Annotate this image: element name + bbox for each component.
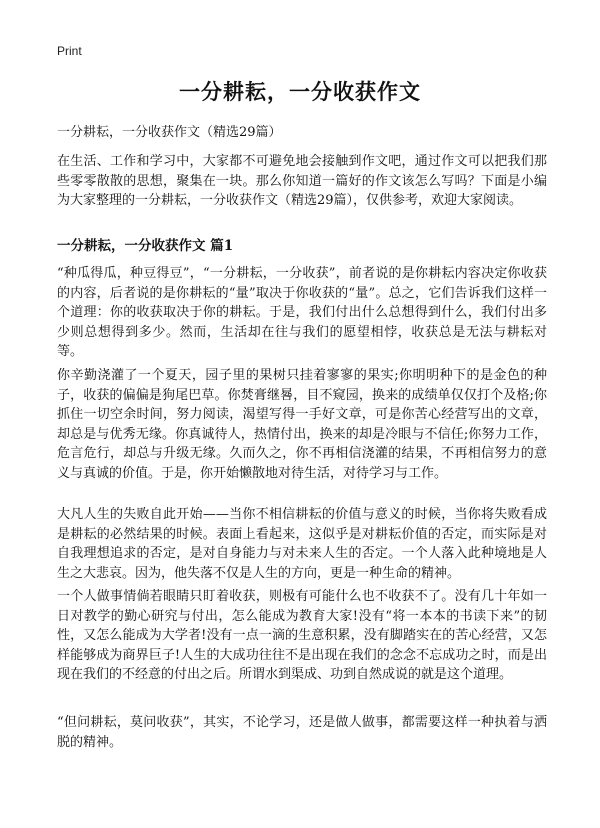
document-subtitle: 一分耕耘，一分收获作文（精选29篇） [57, 125, 282, 140]
print-label: Print [57, 44, 82, 58]
body-paragraph-1: “种瓜得瓜，种豆得豆”，“一分耕耘，一分收获”，前者说的是你耕耘内容决定你收获的内容，后者说的是你耕耘的“量”取决于你收获的“量”。总之，它们告诉我们这样一个道理：你的收获取决于你的耕耘。于是，我们付出什么总想得到什么，我们付出多少则总想得到多少。然而，生活却在往与我们的愿望相悖，收获总是无法与耕耘对等。 [57, 266, 547, 359]
page-title: 一分耕耘，一分收获作文 [179, 79, 421, 104]
section-heading: 一分耕耘，一分收获作文 篇1 [57, 238, 234, 254]
intro-paragraph: 在生活、工作和学习中，大家都不可避免地会接触到作文吧，通过作文可以把我们那些零零散散的思想，聚集在一块。那么你知道一篇好的作文该怎么写吗？下面是小编为大家整理的一分耕耘，一分收获作文（精选29篇），仅供参考，欢迎大家阅读。 [57, 154, 547, 208]
body-paragraph-5: “但问耕耘，莫问收获”，其实，不论学习，还是做人做事，都需要这样一种执着与洒脱的精神。 [57, 715, 547, 750]
body-paragraph-3: 大凡人生的失败自此开始——当你不相信耕耘的价值与意义的时候，当你将失败看成是耕耘的必然结果的时候。表面上看起来，这似乎是对耕耘价值的否定，而实际是对自我理想追求的否定，是对自身能力与对未来人生的否定。一个人落入此种境地是人生之大悲哀。因为，他失落不仅是人生的方向，更是一种生命的精神。 [57, 507, 547, 581]
body-paragraph-4: 一个人做事情倘若眼睛只盯着收获，则极有可能什么也不收获不了。没有几十年如一日对教学的勤心研究与付出，怎么能成为教育大家!没有“将一本本的书读下来”的韧性，又怎么能成为大学者!没有一点一滴的生意积累，没有脚踏实在的苦心经营，又怎样能够成为商界巨子!人生的大成功往往不是出现在我们的念念不忘成功之时，而是出现在我们的不经意的付出之后。所谓水到渠成、功到自然成说的就是这个道理。 [57, 589, 547, 682]
body-paragraph-2: 你辛勤浇灌了一个夏天，园子里的果树只挂着寥寥的果实;你明明种下的是金色的种子，收获的偏偏是狗尾巴草。你焚膏继晷，目不窥园，换来的成绩单仅仅打个及格;你抓住一切空余时间，努力阅读，渴望写得一手好文章，可是你苦心经营写出的文章，却总是与优秀无缘。你真诚待人，热情付出，换来的却是冷眼与不信任;你努力工作，危言危行，却总与升级无缘。久而久之，你不再相信浇灌的结果，不再相信努力的意义与真诚的价值。于是，你开始懒散地对待生活，对待学习与工作。 [57, 368, 547, 481]
